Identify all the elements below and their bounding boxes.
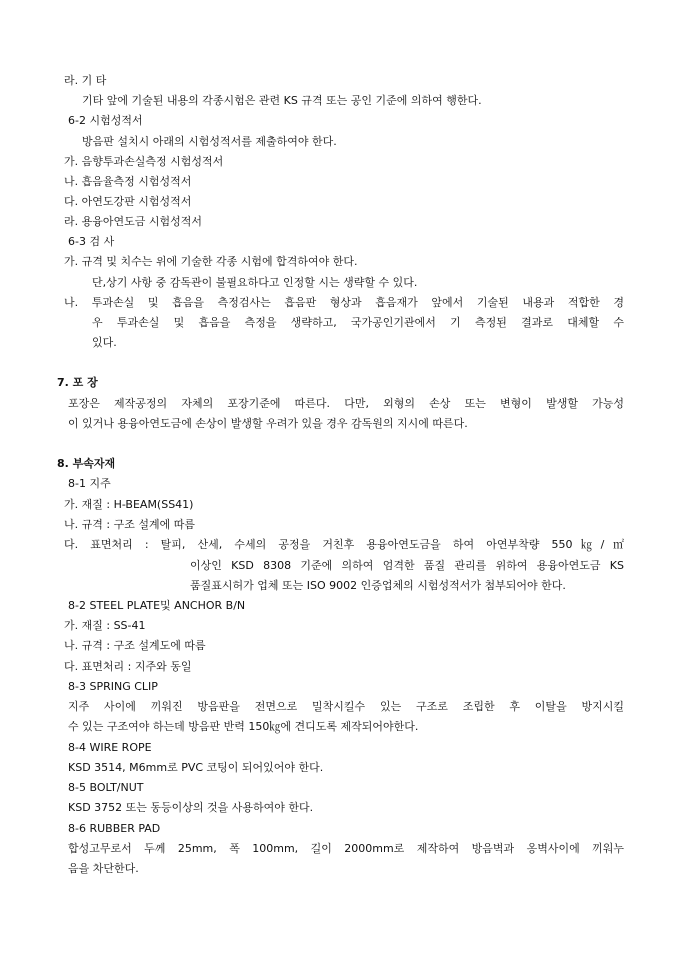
section-heading: 8. 부속자재 bbox=[57, 457, 116, 470]
text-line: 단,상기 사항 중 감독관이 불필요하다고 인정할 시는 생략할 수 있다. bbox=[92, 276, 418, 289]
text-line: 8-1 지주 bbox=[68, 477, 111, 490]
text-line: 가. 재질 : SS-41 bbox=[64, 619, 146, 632]
text-line: 우 투과손실 및 흡음을 측정을 생략하고, 국가공인기관에서 기 측정된 결과로 대체할 수 bbox=[92, 316, 624, 329]
text-line: 다. 표면처리 : 지주와 동일 bbox=[64, 660, 192, 673]
text-line: 품질표시허가 업체 또는 ISO 9002 인증업체의 시험성적서가 첨부되어야 한다. bbox=[190, 579, 566, 592]
text-line: 나. 흡음율측정 시험성적서 bbox=[64, 175, 192, 188]
text-line: 지주 사이에 끼워진 방음판을 전면으로 밀착시킬수 있는 구조로 조립한 후 이탈을 방지시킬 bbox=[68, 700, 624, 713]
text-line: 있다. bbox=[92, 336, 117, 349]
text-line: 이 있거나 용융아연도금에 손상이 발생할 우려가 있을 경우 감독원의 지시에 따른다. bbox=[68, 417, 468, 430]
text-line: 포장은 제작공정의 자체의 포장기준에 따른다. 다만, 외형의 손상 또는 변형이 발생할 가능성 bbox=[68, 397, 624, 410]
text-line: 다. 표면처리 : 탈피, 산세, 수세의 공정을 거친후 용융아연도금을 하여 아연부착량 550㎏/㎡ bbox=[64, 538, 624, 551]
text-line: 합성고무로서 두께 25mm, 폭 100mm, 길이 2000mm로 제작하여 방음벽과 옹벽사이에 끼워누 bbox=[68, 842, 624, 855]
text-line: 이상인 KSD 8308 기준에 의하여 엄격한 품질 관리를 위하여 용융아연도금 KS bbox=[190, 559, 624, 572]
text-line: KSD 3514, M6mm로 PVC 코팅이 되어있어야 한다. bbox=[68, 761, 324, 774]
text-line: 8-4 WIRE ROPE bbox=[68, 741, 152, 754]
text-line: 나. 투과손실 및 흡음을 측정검사는 흡음판 형상과 흡음재가 앞에서 기술된 내용과 적합한 경 bbox=[64, 296, 624, 309]
text-line: 8-2 STEEL PLATE및 ANCHOR B/N bbox=[68, 599, 246, 612]
text-line: 가. 규격 및 치수는 위에 기술한 각종 시험에 합격하여야 한다. bbox=[64, 255, 358, 268]
text-line: 6-3 검 사 bbox=[68, 235, 115, 248]
text-line: 가. 재질 : H-BEAM(SS41) bbox=[64, 498, 194, 511]
text-line: 8-6 RUBBER PAD bbox=[68, 822, 161, 835]
text-line: 라. 기 타 bbox=[64, 74, 107, 87]
text-line: 6-2 시험성적서 bbox=[68, 114, 143, 127]
text-line: KSD 3752 또는 동등이상의 것을 사용하여야 한다. bbox=[68, 801, 314, 814]
section-heading: 7. 포 장 bbox=[57, 376, 98, 389]
text-line: 방음판 설치시 아래의 시험성적서를 제출하여야 한다. bbox=[82, 135, 337, 148]
text-line: 나. 규격 : 구조 설계도에 따름 bbox=[64, 639, 206, 652]
text-line: 다. 아연도강판 시험성적서 bbox=[64, 195, 192, 208]
text-line: 나. 규격 : 구조 설계에 따름 bbox=[64, 518, 195, 531]
text-line: 8-3 SPRING CLIP bbox=[68, 680, 158, 693]
text-line: 수 있는 구조여야 하는데 방음판 반력 150㎏에 견디도록 제작되어야한다. bbox=[68, 720, 419, 733]
text-line: 가. 음향투과손실측정 시험성적서 bbox=[64, 155, 224, 168]
text-line: 기타 앞에 기술된 내용의 각종시험은 관련 KS 규격 또는 공인 기준에 의하여 행한다. bbox=[82, 94, 482, 107]
text-line: 8-5 BOLT/NUT bbox=[68, 781, 144, 794]
text-line: 음을 차단한다. bbox=[68, 862, 139, 875]
text-line: 라. 용융아연도금 시험성적서 bbox=[64, 215, 203, 228]
